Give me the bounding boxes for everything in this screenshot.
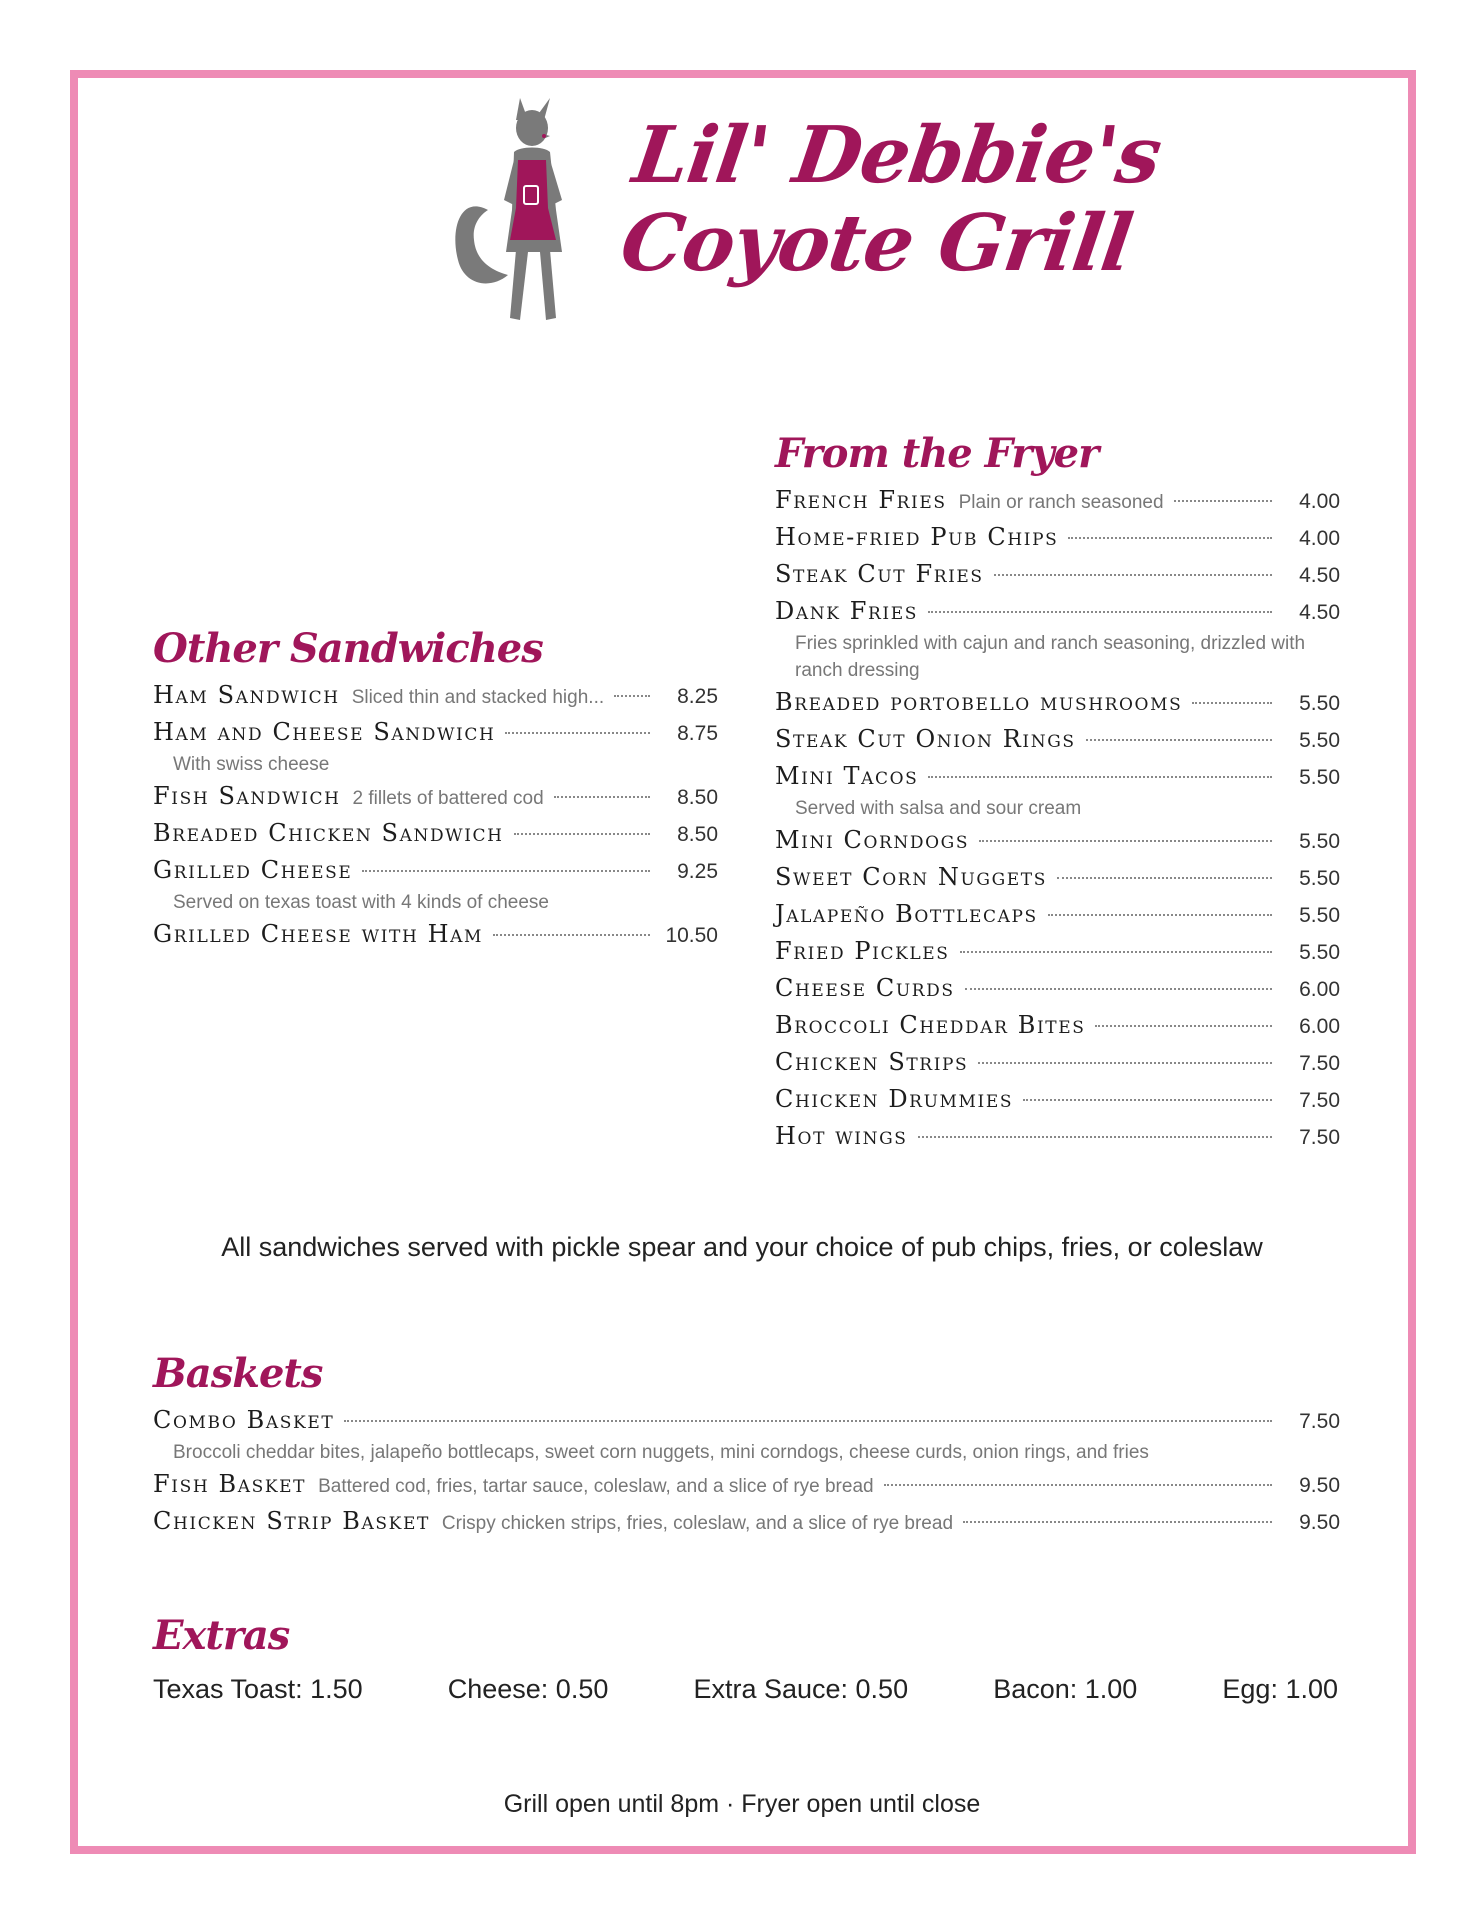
menu-item-row: [775, 896, 1340, 933]
menu-item-price: 10.50: [665, 924, 718, 947]
dot-leader: [1048, 914, 1272, 916]
menu-item-name: Fried Pickles: [775, 937, 950, 965]
menu-item-name: Breaded portobello mushrooms: [775, 688, 1183, 716]
extras-section: [153, 1612, 1343, 1705]
menu-item-price: 4.50: [1299, 564, 1340, 587]
menu-item-price: 9.50: [1299, 1474, 1340, 1497]
section-title: Baskets: [153, 1350, 323, 1397]
menu-item-row: [153, 815, 718, 852]
dot-leader: [963, 1521, 1272, 1523]
sandwich-menu-list: [153, 677, 718, 953]
menu-item-name: Fish Sandwich: [153, 782, 341, 810]
extra-item: Texas Toast: 1.50: [153, 1674, 363, 1704]
menu-item-price: 4.00: [1299, 490, 1340, 513]
menu-item-name: Steak Cut Onion Rings: [775, 725, 1076, 753]
dot-leader: [928, 611, 1272, 613]
menu-item-price: 9.50: [1299, 1511, 1340, 1534]
menu-item-row: [153, 677, 718, 714]
dot-leader: [344, 1420, 1272, 1422]
extra-item: Egg: 1.00: [1222, 1674, 1338, 1704]
restaurant-name-line2: Coyote Grill: [615, 198, 1138, 289]
menu-item-row: [775, 482, 1340, 519]
menu-item-price: 5.50: [1299, 941, 1340, 964]
menu-item-row: [153, 1466, 1340, 1503]
dot-leader: [362, 870, 650, 872]
menu-item-name: Home-fried Pub Chips: [775, 523, 1059, 551]
dot-leader: [514, 833, 650, 835]
menu-item-row: [153, 1402, 1340, 1439]
dot-leader: [493, 934, 650, 936]
menu-item-name: Combo Basket: [153, 1406, 335, 1434]
dot-leader: [1095, 1025, 1272, 1027]
menu-item-row: [153, 714, 718, 751]
menu-item-note: Broccoli cheddar bites, jalapeño bottlecaps, sweet corn nuggets, mini corndogs, cheese curds, onion rings, and fries: [173, 1442, 1149, 1463]
restaurant-name-line1: Lil' Debbie's: [627, 110, 1167, 201]
menu-item-name: Cheese Curds: [775, 974, 955, 1002]
dot-leader: [1023, 1099, 1272, 1101]
extra-item: Extra Sauce: 0.50: [693, 1674, 909, 1704]
hours-footer: Grill open until 8pm · Fryer open until close: [503, 1790, 981, 1818]
dot-leader: [978, 1062, 1272, 1064]
menu-item-name: French Fries: [775, 486, 947, 514]
menu-item-description: Battered cod, fries, tartar sauce, coleslaw, and a slice of rye bread: [318, 1476, 874, 1497]
menu-item-row: [775, 1118, 1340, 1155]
menu-item-row: [153, 778, 718, 815]
menu-item-row: [775, 593, 1340, 630]
dot-leader: [1192, 702, 1272, 704]
menu-item-row: [775, 970, 1340, 1007]
menu-item-row: [775, 859, 1340, 896]
menu-item-row: [153, 916, 718, 953]
section-title: Extras: [153, 1612, 290, 1659]
menu-item-row: [153, 1503, 1340, 1540]
menu-item-price: 5.50: [1299, 692, 1340, 715]
menu-item-price: 4.50: [1299, 601, 1340, 624]
extra-item: Bacon: 1.00: [993, 1674, 1138, 1704]
menu-item-row: [775, 721, 1340, 758]
menu-item-description: Plain or ranch seasoned: [958, 492, 1164, 513]
menu-item-row: [775, 556, 1340, 593]
menu-item-name: Ham Sandwich: [153, 681, 340, 709]
sandwiches-section: [153, 625, 718, 953]
menu-item-name: Steak Cut Fries: [775, 560, 984, 588]
dot-leader: [614, 695, 650, 697]
menu-item-note: Served on texas toast with 4 kinds of cheese: [173, 892, 549, 913]
restaurant-name: [616, 112, 1166, 288]
menu-item-row: [775, 519, 1340, 556]
menu-item-name: Mini Corndogs: [775, 826, 970, 854]
menu-item-name: Breaded Chicken Sandwich: [153, 819, 504, 847]
menu-item-name: Fish Basket: [153, 1470, 307, 1498]
coyote-waitress-icon: [450, 90, 590, 330]
dot-leader: [1086, 739, 1272, 741]
menu-item-row: [775, 684, 1340, 721]
dot-leader: [1174, 500, 1272, 502]
section-title: Other Sandwiches: [153, 625, 543, 672]
menu-item-name: Mini Tacos: [775, 762, 919, 790]
menu-item-price: 5.50: [1299, 830, 1340, 853]
dot-leader: [505, 732, 650, 734]
dot-leader: [554, 796, 650, 798]
dot-leader: [1057, 877, 1272, 879]
dot-leader: [994, 574, 1272, 576]
menu-item-price: 5.50: [1299, 766, 1340, 789]
dot-leader: [965, 988, 1272, 990]
menu-item-price: 6.00: [1299, 1015, 1340, 1038]
menu-item-row: [775, 933, 1340, 970]
dot-leader: [960, 951, 1272, 953]
menu-item-row: [775, 1044, 1340, 1081]
menu-item-name: Chicken Strips: [775, 1048, 969, 1076]
menu-item-row: [775, 822, 1340, 859]
menu-item-name: Ham and Cheese Sandwich: [153, 718, 496, 746]
extra-item: Cheese: 0.50: [447, 1674, 609, 1704]
menu-item-name: Jalapeño Bottlecaps: [775, 900, 1038, 928]
menu-item-price: 7.50: [1299, 1410, 1340, 1433]
menu-item-row: [775, 1081, 1340, 1118]
menu-item-price: 7.50: [1299, 1052, 1340, 1075]
dot-leader: [918, 1136, 1272, 1138]
dot-leader: [928, 776, 1272, 778]
baskets-section: [153, 1350, 1340, 1540]
menu-item-price: 4.00: [1299, 527, 1340, 550]
menu-item-price: 8.50: [677, 786, 718, 809]
menu-item-price: 8.75: [677, 722, 718, 745]
section-title: From the Fryer: [775, 430, 1099, 477]
menu-item-price: 7.50: [1299, 1126, 1340, 1149]
menu-item-name: Chicken Strip Basket: [153, 1507, 430, 1535]
menu-item-price: 5.50: [1299, 867, 1340, 890]
fryer-menu-list: [775, 482, 1340, 1155]
menu-item-name: Grilled Cheese: [153, 856, 353, 884]
menu-item-description: Crispy chicken strips, fries, coleslaw, and a slice of rye bread: [441, 1513, 954, 1534]
menu-item-name: Dank Fries: [775, 597, 918, 625]
menu-item-row: [153, 852, 718, 889]
extras-list: [153, 1674, 1338, 1705]
menu-item-price: 5.50: [1299, 904, 1340, 927]
menu-item-name: Broccoli Cheddar Bites: [775, 1011, 1086, 1039]
basket-menu-list: [153, 1402, 1340, 1540]
menu-item-row: [775, 758, 1340, 795]
fryer-section: [775, 430, 1340, 1155]
menu-item-price: 8.25: [677, 685, 718, 708]
menu-item-note: Served with salsa and sour cream: [795, 798, 1082, 819]
menu-item-note: Fries sprinkled with cajun and ranch seasoning, drizzled with ranch dressing: [795, 633, 1306, 681]
menu-item-name: Grilled Cheese with Ham: [153, 920, 484, 948]
menu-item-description: Sliced thin and stacked high...: [351, 687, 605, 708]
menu-item-row: [775, 1007, 1340, 1044]
menu-item-name: Hot wings: [775, 1122, 908, 1150]
menu-item-price: 5.50: [1299, 729, 1340, 752]
menu-item-description: 2 fillets of battered cod: [352, 788, 544, 809]
menu-item-price: 8.50: [677, 823, 718, 846]
menu-item-name: Chicken Drummies: [775, 1085, 1014, 1113]
dot-leader: [979, 840, 1272, 842]
menu-item-name: Sweet Corn Nuggets: [775, 863, 1047, 891]
menu-item-price: 6.00: [1299, 978, 1340, 1001]
logo: [450, 90, 1167, 340]
menu-item-price: 7.50: [1299, 1089, 1340, 1112]
dot-leader: [884, 1484, 1272, 1486]
menu-item-price: 9.25: [677, 860, 718, 883]
dot-leader: [1068, 537, 1272, 539]
menu-item-note: With swiss cheese: [173, 754, 330, 775]
sandwich-note: All sandwiches served with pickle spear and your choice of pub chips, fries, or coleslaw: [221, 1232, 1263, 1262]
